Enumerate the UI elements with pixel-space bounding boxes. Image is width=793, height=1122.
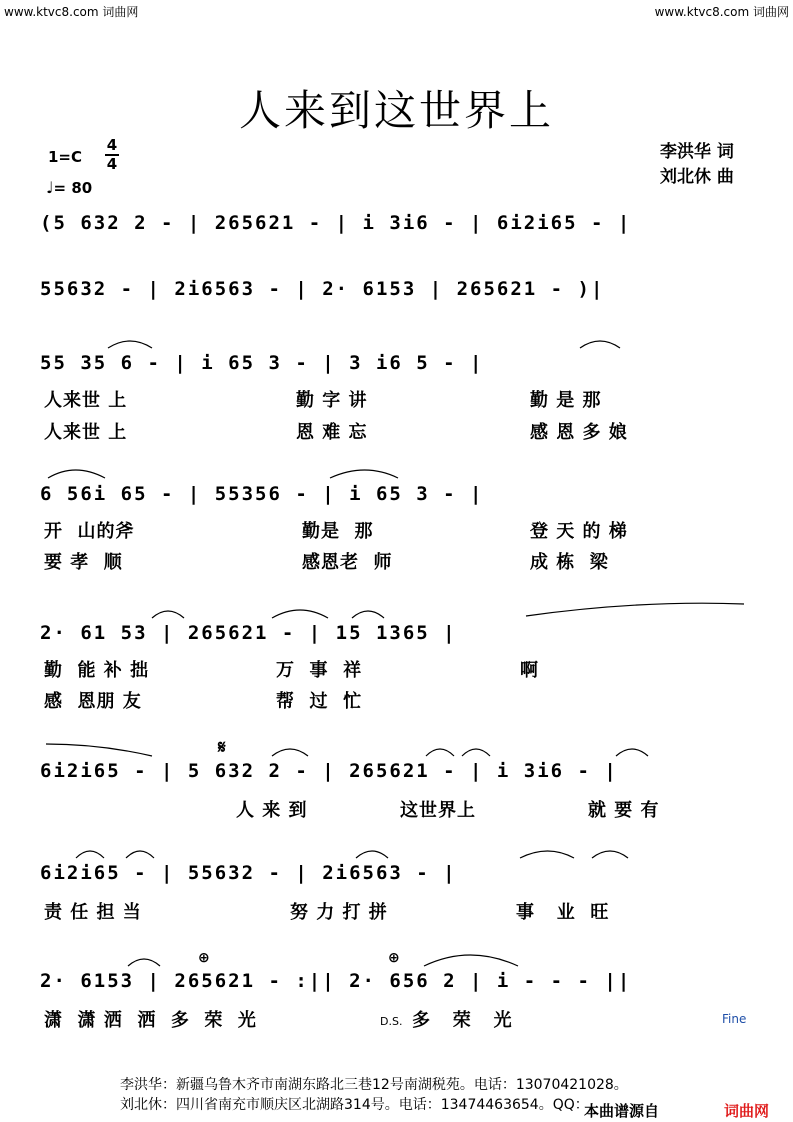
- score-line-7: 6i2i65 - | 55632 - | 2i6563 - |: [40, 862, 457, 884]
- lyric-3b-3: 感 恩 多 娘: [530, 422, 628, 443]
- quarter-note-icon: ♩: [46, 178, 54, 197]
- lyric-5b-2: 帮 过 忙: [276, 691, 363, 712]
- lyric-8-1: 潇 潇 洒 洒 多 荣 光: [44, 1010, 257, 1031]
- lyric-3a-3: 勤 是 那: [530, 390, 602, 411]
- lyric-3a-1: 人来世 上: [44, 390, 128, 411]
- site-url-right: www.ktvc8.com 词曲网: [654, 5, 789, 19]
- slur-15: [126, 851, 154, 858]
- lyric-5a-2: 万 事 祥: [276, 660, 363, 681]
- lyric-4b-3: 成 栋 梁: [530, 552, 609, 573]
- slur-3: [48, 470, 105, 478]
- lyric-5a-3: 啊: [520, 660, 539, 681]
- ds-marking: D.S.: [380, 1015, 403, 1028]
- slur-9: [46, 744, 152, 756]
- score-line-6: 6i2i65 - | 5 632 2 - | 265621 - | i 3i6 - |: [40, 760, 618, 782]
- lyric-7-3: 事 业 旺: [516, 902, 610, 923]
- lyric-4b-2: 感恩老 师: [302, 552, 393, 573]
- lyric-7-1: 责 任 担 当: [44, 902, 142, 923]
- tempo-value: = 80: [53, 179, 93, 197]
- key-signature: 1=C: [48, 148, 83, 166]
- slur-17: [520, 851, 574, 858]
- lyric-3b-1: 人来世 上: [44, 422, 128, 443]
- slur-14: [76, 851, 104, 858]
- slur-2: [580, 341, 620, 348]
- slur-20: [424, 955, 518, 966]
- lyric-6-2: 这世界上: [400, 800, 476, 821]
- lyricist-contact: 李洪华：新疆乌鲁木齐市南湖东路北三巷12号南湖税苑。电话：13070421028。: [120, 1077, 628, 1093]
- slur-19: [128, 959, 160, 966]
- song-title: 人来到这世界上: [238, 86, 554, 135]
- lyric-4a-3: 登 天 的 梯: [530, 521, 628, 542]
- slur-13: [616, 749, 648, 756]
- lyric-5b-1: 感 恩朋 友: [44, 691, 142, 712]
- site-url-left: www.ktvc8.com 词曲网: [4, 5, 139, 19]
- fine-marking: Fine: [722, 1012, 747, 1026]
- slur-16: [356, 851, 388, 858]
- score-line-8: 2· 6153 | 265621 - :|| 2· 656 2 | i - - - ||: [40, 970, 632, 992]
- site-watermark: 词曲网: [724, 1102, 770, 1120]
- score-line-2: 55632 - | 2i6563 - | 2· 6153 | 265621 - )|: [40, 278, 605, 300]
- lyric-4a-2: 勤是 那: [302, 521, 374, 542]
- time-signature-top: 4: [106, 136, 118, 154]
- slur-5: [152, 611, 184, 618]
- score-line-3: 55 35 6 - | i 65 3 - | 3 i6 5 - |: [40, 352, 484, 374]
- slur-11: [426, 749, 454, 756]
- lyric-8-2: 多 荣 光: [412, 1010, 513, 1031]
- lyric-6-1: 人 来 到: [236, 800, 308, 821]
- slur-8: [526, 603, 744, 616]
- slur-18: [592, 851, 628, 858]
- composer-credit: 刘北休 曲: [660, 167, 734, 187]
- slur-12: [462, 749, 490, 756]
- slur-10: [272, 749, 308, 756]
- lyric-4a-1: 开 山的斧: [44, 521, 135, 542]
- time-signature-bottom: 4: [106, 155, 118, 173]
- lyricist-credit: 李洪华 词: [660, 142, 734, 162]
- lyric-6-3: 就 要 有: [588, 800, 660, 821]
- slur-6: [272, 610, 328, 618]
- lyric-5a-1: 勤 能 补 拙: [44, 660, 150, 681]
- source-label: 本曲谱源自: [584, 1102, 660, 1120]
- score-line-5: 2· 61 53 | 265621 - | 15 1365 |: [40, 622, 457, 644]
- lyric-4b-1: 要 孝 顺: [44, 552, 123, 573]
- score-line-1: (5 632 2 - | 265621 - | i 3i6 - | 6i2i65 - |: [40, 212, 632, 234]
- lyric-3a-2: 勤 字 讲: [296, 390, 368, 411]
- lyric-7-2: 努 力 打 拼: [290, 902, 388, 923]
- slur-4: [330, 470, 398, 478]
- composer-contact: 刘北休：四川省南充市顺庆区北湖路314号。电话：13474463654。QQ：: [120, 1097, 589, 1113]
- score-line-4: 6 56i 65 - | 55356 - | i 65 3 - |: [40, 483, 484, 505]
- slur-7: [352, 611, 384, 618]
- coda-sign-2: ⊕: [388, 950, 400, 966]
- slur-1: [108, 341, 152, 348]
- segno-sign: 𝄋: [218, 737, 226, 758]
- lyric-3b-2: 恩 难 忘: [296, 422, 368, 443]
- coda-sign-1: ⊕: [198, 950, 210, 966]
